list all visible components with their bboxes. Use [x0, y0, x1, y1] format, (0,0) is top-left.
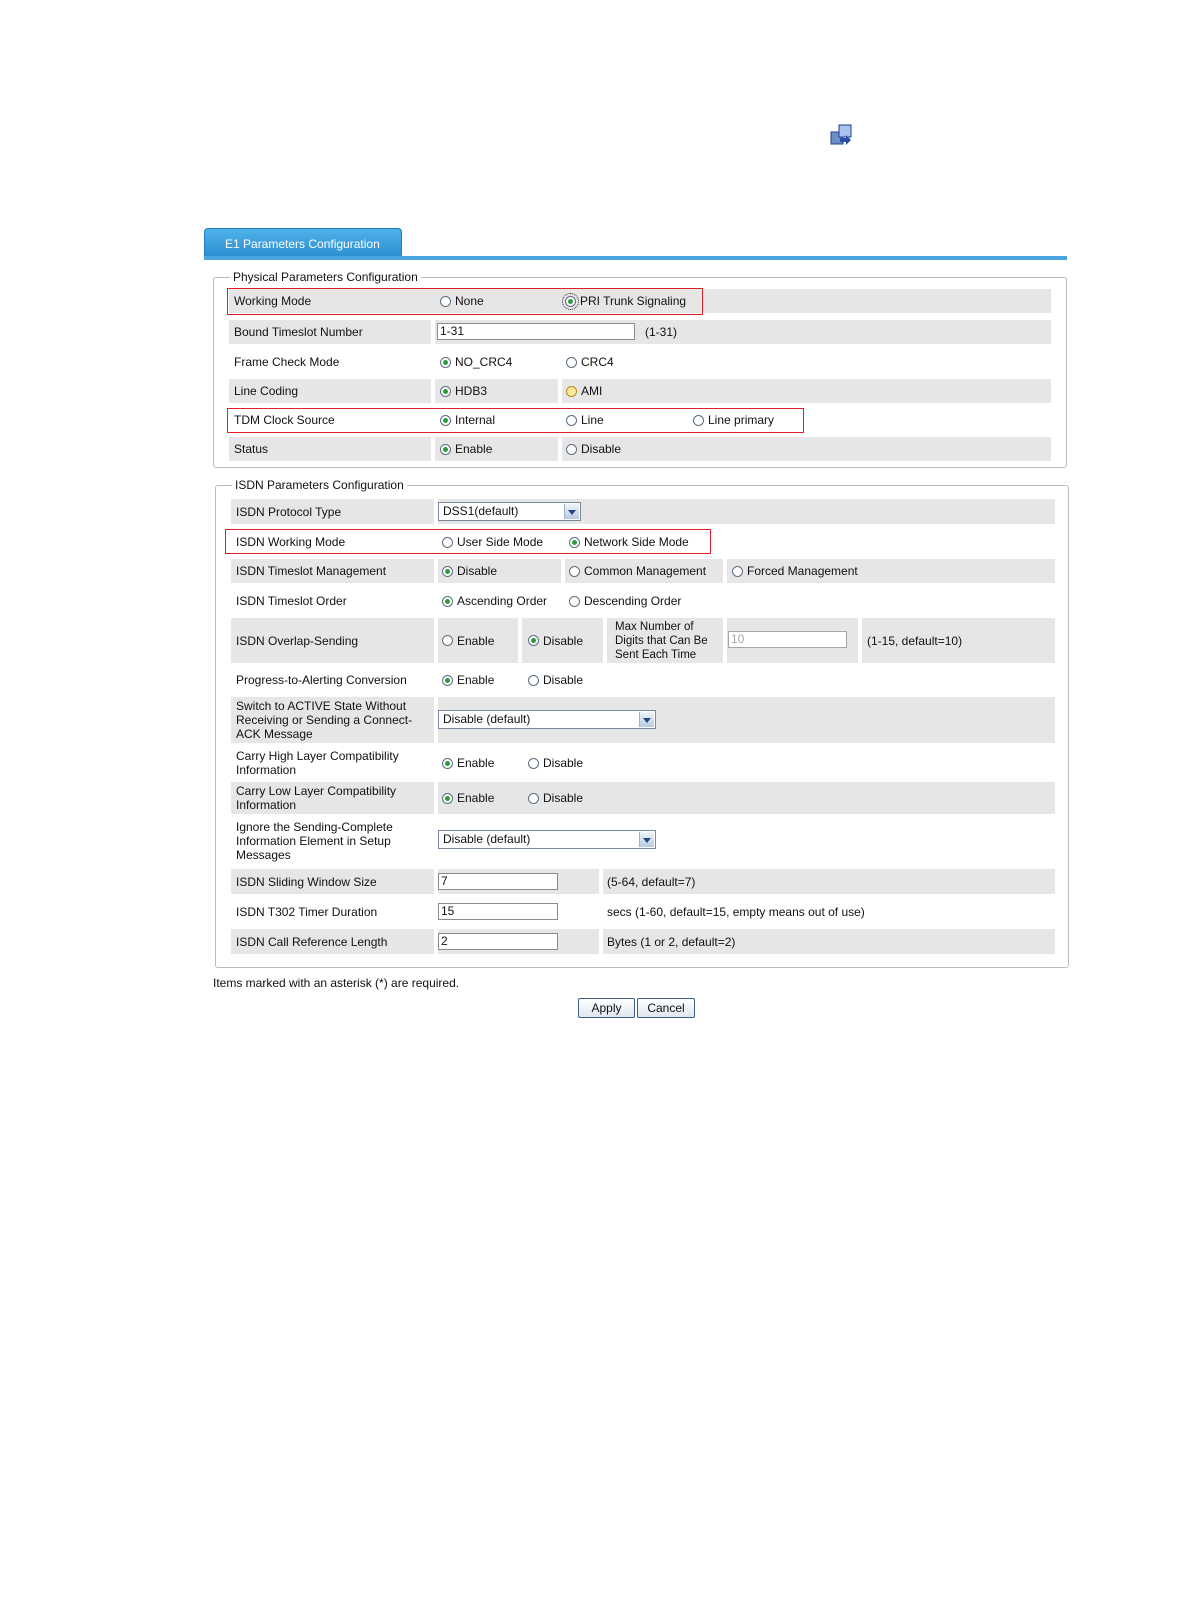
max-digits-input[interactable]: 10 — [728, 631, 847, 648]
radio-checked-icon[interactable] — [440, 357, 451, 368]
radio-checked-icon[interactable] — [569, 537, 580, 548]
overlap-sending-label: ISDN Overlap-Sending — [236, 633, 359, 648]
status-disable[interactable]: Disable — [566, 437, 621, 461]
working-mode-pri[interactable]: PRI Trunk Signaling — [565, 289, 686, 313]
tab-underline — [204, 256, 1067, 260]
call-ref-label: ISDN Call Reference Length — [236, 934, 388, 949]
t302-hint: secs (1-60, default=15, empty means out of use) — [607, 905, 865, 919]
timeslot-mgmt-label: ISDN Timeslot Management — [236, 564, 387, 578]
overlap-sending-disable[interactable]: Disable — [528, 618, 583, 663]
radio-icon[interactable] — [440, 296, 451, 307]
sliding-window-input[interactable]: 7 — [438, 873, 558, 890]
timeslot-mgmt-forced[interactable]: Forced Management — [732, 559, 858, 583]
row-isdn-working-mode — [231, 530, 1055, 554]
low-layer-enable[interactable]: Enable — [442, 782, 494, 814]
working-mode-none[interactable]: None — [440, 289, 484, 313]
high-layer-enable[interactable]: Enable — [442, 748, 494, 778]
row-progress-alerting — [231, 668, 1055, 692]
high-layer-label: Carry High Layer Compatibility Information — [236, 749, 399, 777]
tdm-clock-line-primary[interactable]: Line primary — [693, 408, 774, 432]
frame-check-crc4[interactable]: CRC4 — [566, 350, 614, 374]
radio-icon[interactable] — [566, 444, 577, 455]
radio-icon[interactable] — [693, 415, 704, 426]
timeslot-order-descending[interactable]: Descending Order — [569, 589, 681, 613]
radio-icon[interactable] — [732, 566, 743, 577]
t302-input[interactable]: 15 — [438, 903, 558, 920]
bound-timeslot-hint: (1-31) — [645, 325, 678, 339]
ignore-sending-label: Ignore the Sending-Complete Information Element in Setup Messages — [236, 820, 393, 862]
required-note: Items marked with an asterisk (*) are required. — [213, 976, 460, 990]
row-high-layer — [231, 748, 1055, 778]
radio-checked-icon[interactable] — [440, 444, 451, 455]
ignore-sending-select[interactable]: Disable (default) — [438, 830, 656, 849]
radio-checked-icon[interactable] — [442, 596, 453, 607]
call-ref-hint: Bytes (1 or 2, default=2) — [607, 935, 736, 949]
radio-checked-icon[interactable] — [528, 635, 539, 646]
status-enable[interactable]: Enable — [440, 437, 492, 461]
switch-active-select[interactable]: Disable (default) — [438, 710, 656, 729]
line-coding-label: Line Coding — [234, 384, 299, 398]
isdn-working-network-side[interactable]: Network Side Mode — [569, 530, 689, 554]
line-coding-ami[interactable]: AMI — [566, 379, 602, 403]
progress-alerting-enable[interactable]: Enable — [442, 668, 494, 692]
chevron-down-icon[interactable] — [564, 504, 579, 519]
radio-icon[interactable] — [569, 566, 580, 577]
t302-label: ISDN T302 Timer Duration — [236, 904, 378, 919]
switch-active-label: Switch to ACTIVE State Without Receiving or Sending a Connect-ACK Message — [236, 699, 413, 741]
line-coding-hdb3[interactable]: HDB3 — [440, 379, 487, 403]
frame-check-label: Frame Check Mode — [234, 355, 340, 369]
tdm-clock-line[interactable]: Line — [566, 408, 604, 432]
working-mode-label: Working Mode — [234, 294, 312, 308]
tdm-clock-internal[interactable]: Internal — [440, 408, 495, 432]
radio-icon[interactable] — [528, 675, 539, 686]
isdn-protocol-label: ISDN Protocol Type — [236, 504, 342, 519]
progress-alerting-label: Progress-to-Alerting Conversion — [236, 673, 407, 687]
timeslot-order-ascending[interactable]: Ascending Order — [442, 589, 547, 613]
chevron-down-icon[interactable] — [639, 712, 654, 727]
progress-alerting-disable[interactable]: Disable — [528, 668, 583, 692]
row-working-mode — [229, 289, 1051, 313]
timeslot-mgmt-common[interactable]: Common Management — [569, 559, 706, 583]
low-layer-disable[interactable]: Disable — [528, 782, 583, 814]
radio-checked-icon[interactable] — [442, 566, 453, 577]
radio-icon[interactable] — [566, 386, 577, 397]
tdm-clock-label: TDM Clock Source — [234, 413, 335, 427]
copy-config-icon[interactable] — [830, 124, 854, 146]
frame-check-no-crc4[interactable]: NO_CRC4 — [440, 350, 512, 374]
tab-e1-parameters[interactable]: E1 Parameters Configuration — [204, 228, 402, 257]
row-status — [229, 437, 1051, 461]
timeslot-order-label: ISDN Timeslot Order — [236, 594, 347, 608]
radio-checked-icon[interactable] — [440, 415, 451, 426]
radio-icon[interactable] — [566, 357, 577, 368]
bound-timeslot-input[interactable]: 1-31 — [437, 323, 635, 340]
radio-icon[interactable] — [442, 635, 453, 646]
row-frame-check — [229, 350, 1051, 374]
radio-icon[interactable] — [528, 758, 539, 769]
radio-checked-icon[interactable] — [442, 675, 453, 686]
max-digits-label: Max Number of Digits that Can Be Sent Each Time — [615, 620, 708, 661]
row-tdm-clock — [229, 408, 1051, 432]
radio-checked-icon[interactable] — [565, 296, 576, 307]
row-isdn-protocol — [231, 499, 1055, 524]
high-layer-disable[interactable]: Disable — [528, 748, 583, 778]
apply-button[interactable]: Apply — [578, 998, 635, 1018]
radio-checked-icon[interactable] — [442, 758, 453, 769]
bound-timeslot-label: Bound Timeslot Number — [234, 325, 363, 339]
cancel-button[interactable]: Cancel — [637, 998, 695, 1018]
sliding-window-label: ISDN Sliding Window Size — [236, 874, 377, 889]
isdn-parameters-legend: ISDN Parameters Configuration — [235, 478, 404, 492]
row-timeslot-order — [231, 589, 1055, 613]
radio-icon[interactable] — [442, 537, 453, 548]
radio-checked-icon[interactable] — [440, 386, 451, 397]
sliding-window-hint: (5-64, default=7) — [607, 875, 696, 889]
call-ref-input[interactable]: 2 — [438, 933, 558, 950]
radio-checked-icon[interactable] — [442, 793, 453, 804]
row-line-coding — [229, 379, 1051, 403]
isdn-protocol-select[interactable]: DSS1(default) — [438, 502, 581, 521]
timeslot-mgmt-disable[interactable]: Disable — [442, 559, 497, 583]
overlap-sending-enable[interactable]: Enable — [442, 618, 494, 663]
chevron-down-icon[interactable] — [639, 832, 654, 847]
radio-icon[interactable] — [566, 415, 577, 426]
radio-icon[interactable] — [528, 793, 539, 804]
isdn-working-mode-label: ISDN Working Mode — [236, 535, 346, 549]
physical-parameters-legend: Physical Parameters Configuration — [233, 270, 418, 284]
radio-icon[interactable] — [569, 596, 580, 607]
max-digits-hint: (1-15, default=10) — [867, 634, 963, 648]
row-bound-timeslot — [229, 320, 1051, 344]
row-timeslot-mgmt — [231, 559, 1055, 583]
status-label: Status — [234, 442, 269, 456]
low-layer-label: Carry Low Layer Compatibility Information — [236, 784, 397, 812]
isdn-working-user-side[interactable]: User Side Mode — [442, 530, 543, 554]
row-low-layer — [231, 782, 1055, 814]
